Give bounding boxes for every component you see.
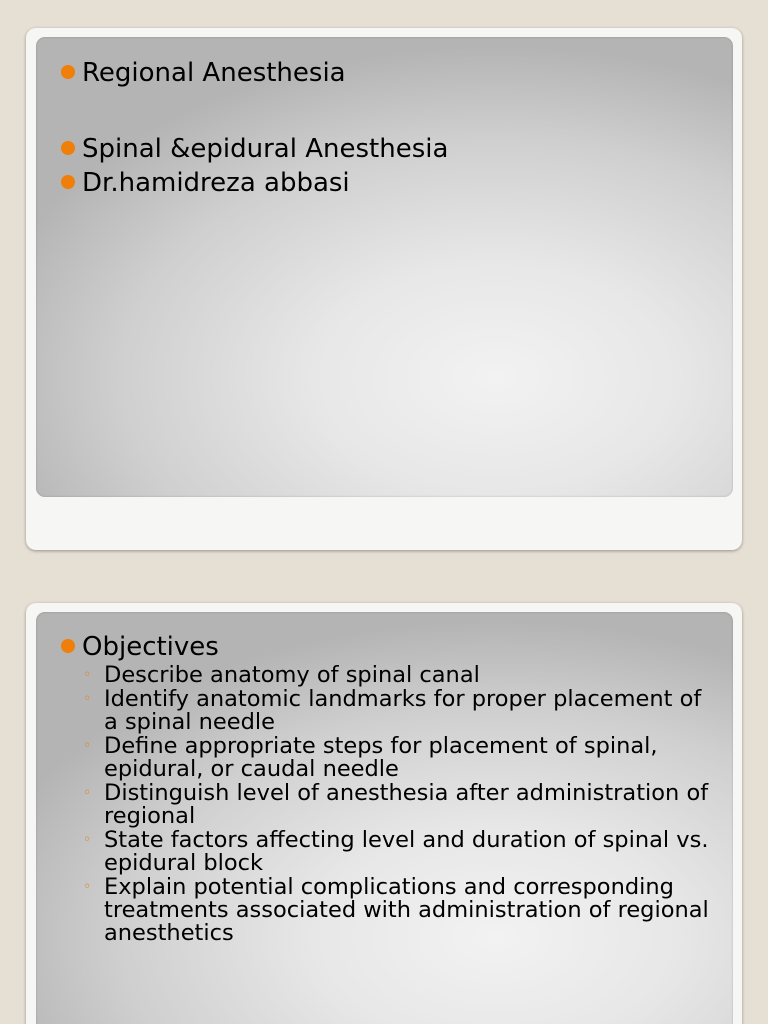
slide-1 <box>26 28 742 550</box>
slide-1-bullet-list <box>61 56 713 200</box>
bullet-item-spinal-epidural <box>61 132 713 166</box>
slide-1-content-panel <box>36 37 733 497</box>
slide-2-content-panel <box>36 612 733 1024</box>
ring-icon: ◦ <box>83 832 92 848</box>
ring-icon: ◦ <box>83 738 92 754</box>
bullet-text: Dr.hamidreza abbasi <box>82 168 350 198</box>
sub-bullet-item <box>82 782 713 828</box>
ring-icon: ◦ <box>83 667 92 683</box>
sub-bullet-item <box>82 735 713 781</box>
sub-bullet-item <box>82 688 713 734</box>
orange-dot-icon <box>61 639 75 653</box>
orange-dot-icon <box>61 141 75 155</box>
orange-dot-icon <box>61 65 75 79</box>
sub-bullet-text: Define appropriate steps for placement of spinal, epidural, or caudal needle <box>104 733 658 782</box>
sub-bullet-item <box>82 876 713 945</box>
sub-bullet-item <box>82 829 713 875</box>
objectives-heading: Objectives <box>82 632 219 662</box>
ring-icon: ◦ <box>83 691 92 707</box>
bullet-item-author <box>61 166 713 200</box>
ring-icon: ◦ <box>83 879 92 895</box>
bullet-item-regional-anesthesia <box>61 56 713 90</box>
bullet-text: Regional Anesthesia <box>82 58 346 88</box>
bullet-text: Spinal &epidural Anesthesia <box>82 134 449 164</box>
sub-bullet-text: Identify anatomic landmarks for proper placement of a spinal needle <box>104 686 702 735</box>
sub-bullet-text: Describe anatomy of spinal canal <box>104 662 480 688</box>
slide-2-bullet-list <box>61 630 713 946</box>
ring-icon: ◦ <box>83 785 92 801</box>
sub-bullet-item <box>82 664 713 687</box>
bullet-item-objectives <box>61 630 713 945</box>
sub-bullet-text: State factors affecting level and duration of spinal vs. epidural block <box>104 827 709 876</box>
objectives-sub-list <box>82 664 713 945</box>
orange-dot-icon <box>61 175 75 189</box>
sub-bullet-text: Distinguish level of anesthesia after administration of regional <box>104 780 709 829</box>
sub-bullet-text: Explain potential complications and corresponding treatments associated with administration of regional anesthetics <box>104 874 709 946</box>
slide-2 <box>26 603 742 1024</box>
